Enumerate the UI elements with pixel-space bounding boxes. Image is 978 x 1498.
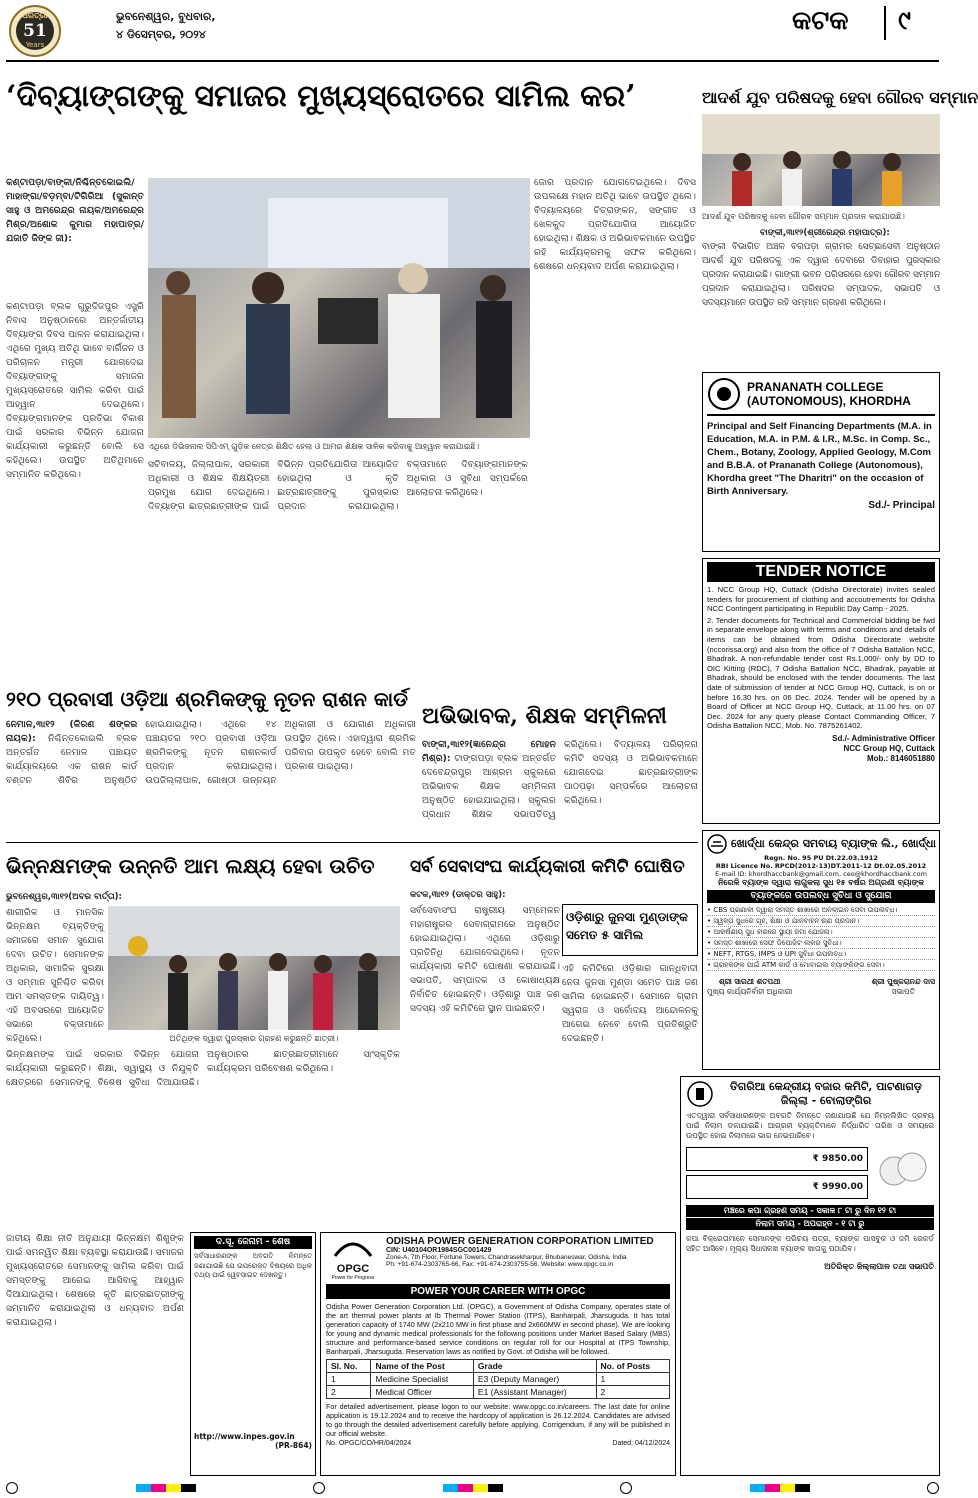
table-cell: E1 (Assistant Manager) <box>473 1386 596 1399</box>
opgc-address: Zone-A, 7th Floor, Fortune Towers, Chandrasekharpur, Bhubaneswar, Odisha, India <box>386 1254 627 1261</box>
union-body-2: ଏହି କମିଟିରେ ଓଡ଼ିଶାର ଗାନ୍ଧିବାଦୀ ନେତା ଜୁନସା ମୁଣ୍ଡା ସମେତ ପାଞ୍ଚ ଜଣ ସାମିଲ ହୋଇଛନ୍ତି। ସେମାନେ ଗ୍ରାମ ସ୍ୱରାଜ ଓ ସର୍ବୋଦୟ ଆନ୍ଦୋଳନକୁ ଆଗେଇ ନେବେ ବୋଲି ପ୍ରତିଶ୍ରୁତି ଦେଇଛନ୍ତି। <box>562 963 698 1044</box>
opgc-company: ODISHA POWER GENERATION CORPORATION LIMITED <box>386 1236 654 1247</box>
disabled-body-a: ଶାରୀରିକ ଓ ମାନସିକ ଭିନ୍ନକ୍ଷମ ବ୍ୟକ୍ତିଙ୍କୁ ସମାଜରେ ସମାନ ସୁଯୋଗ ଦେବା ଉଚିତ। ସେମାନଙ୍କ ଅଧିକାର, ସାମାଜିକ ସୁରକ୍ଷା ଓ ସମ୍ମାନ ସୁନିଶ୍ଚିତ କରିବା ଆମ ସମସ୍ତଙ୍କ ଦାୟିତ୍ୱ। ଏହି ଅବସରରେ ଆୟୋଜିତ ସଭାରେ ବକ୍ତାମାନେ କହିଥିଲେ। <box>6 907 104 1044</box>
opgc-ref: No. OPGC/CO/HR/04/2024 <box>326 1440 412 1447</box>
table-cell: E3 (Deputy Manager) <box>473 1373 596 1386</box>
prananath-sign: Sd./- Principal <box>868 500 935 511</box>
registration-mark-icon <box>6 1482 18 1494</box>
registration-mark-icon <box>313 1482 325 1494</box>
parents-headline: ଅଭିଭାବକ, ଶିକ୍ଷକ ସମ୍ମିଳନୀ <box>422 703 667 729</box>
lead-body-left: କଣ୍ଟାପଡ଼ା ବ୍ଲକ ଗୁରୁଦିଜପୁର ଏସ୍ଟ୍ରି ନିବାସ ଅନୁଷ୍ଠାନରେ ଅନ୍ତର୍ଜାତୀୟ ଦିବ୍ୟାଙ୍ଗ ଦିବସ ପାଳନ କରାଯାଇଥିଲା। ଏଥିରେ ମୁଖ୍ୟ ଅତିଥି ଭାବେ ବାର୍ଗିଜନ ଓ ପରିଚାଳନ ମନ୍ତ୍ରୀ ଯୋଗଦେଇ ଦିବ୍ୟାଙ୍ଗଙ୍କୁ ସମାଜର ମୁଖ୍ୟସ୍ରୋତରେ ସାମିଲ କରିବା ପାଇଁ ଆହ୍ୱାନ ଦେଇଥିଲେ। ଦିବ୍ୟାଙ୍ଗମାନଙ୍କ ପ୍ରତିଭା ବିକାଶ ପାଇଁ ସରକାର ବିଭିନ୍ନ ଯୋଜନା କାର୍ଯ୍ୟକାରୀ କରୁଛନ୍ତି ବୋଲି ସେ କହିଥିଲେ। ଉପସ୍ଥିତ ଅତିଥିମାନେ ସମ୍ମାନିତ କରିଥିଲେ। <box>6 301 144 480</box>
table-row <box>327 1373 670 1386</box>
bank-licence: RBI Licence No. RPCD(2012-13)DT.2011-12 Dt.02.05.2012 <box>715 862 927 870</box>
tender-item-1: 1. NCC Group HQ, Cuttack (Odisha Directorate) invites sealed tenders for procurement of clothing and accoutrements for Odisha NCC Contingent participating in Republic Day Camp - 2025. <box>707 585 935 614</box>
prananath-title: PRANANATH COLLEGE (AUTONOMOUS), KHORDHA <box>747 380 911 408</box>
table-cell: 2 <box>327 1386 371 1399</box>
logo-years: 51 <box>23 21 47 41</box>
market-body-2: କପା ବିକ୍ରେତାମାନେ ସେମାନଙ୍କ ପରିଚୟ ପତ୍ର, ବ୍ୟାଙ୍କ ପାସବୁକ ଓ ଜମି ରେକର୍ଡ ସହିତ ଆସିବେ। ମୂଲ୍ୟ ସିଧାସଳଖ ବ୍ୟାଙ୍କ ଖାତାକୁ ପଠାଯିବ। <box>686 1234 934 1253</box>
right-dateline: ବାଙ୍କୀ,୩ା୧୨(ଶ୍ରୀରେନ୍ଦ୍ର ମହାପାତ୍ର): <box>760 228 890 238</box>
migrant-body: ନେମାଳ,୩ା୧୨ (କିରଣ ଶଙ୍କର ନାୟକ): ନିଶ୍ଚିନ୍ତକୋଇଲି ବ୍ଲକ ଅନ୍ତର୍ଗତ ନେମାଳ ପଞ୍ଚାୟତ କାର୍ଯ୍ୟାଳୟରେ ଏକ ରାଶନ କାର୍ଡ ବଣ୍ଟନ ଶିବିର ଅନୁଷ୍ଠିତ ହୋଇଯାଇଥିଲା। ଏଥିରେ ୧୪ ପଞ୍ଚାୟତର ୨୧୦ ପ୍ରବାସୀ ଓଡ଼ିଆ ଶ୍ରମିକଙ୍କୁ ନୂତନ ରାଶନକାର୍ଡ ପ୍ରଦାନ କରାଯାଇଥିଲା। ଉପଜିଲ୍ଲାପାଳ, ଗୋଷ୍ଠୀ ଉନ୍ନୟନ ଅଧିକାରୀ ଓ ଯୋଗାଣ ଅଧିକାରୀ ଉପସ୍ଥିତ ଥିଲେ। ଏହାଦ୍ୱାରା ଶ୍ରମିକ ପରିବାର ଉପକୃତ ହେବେ ବୋଲି ମତ ପ୍ରକାଶ ପାଇଥିଲା। <box>6 719 416 786</box>
lead-body-mid: ସଚିବାଳୟ, ଜିଲ୍ଲାପାଳ, ସରକାରୀ ଅଧିକାରୀ ଓ ଶିକ୍ଷକ ଶିକ୍ଷୟିତ୍ରୀ ପ୍ରମୁଖ ଯୋଗ ଦେଇଥିଲେ। ଦିବ୍ୟାଙ୍ଗ ଛାତ୍ରଛାତ୍ରୀଙ୍କ ପାଇଁ ବିଭିନ୍ନ ପ୍ରତିଯୋଗିତା ଆୟୋଜିତ ହୋଇଥିଲା ଓ କୃତି ଛାତ୍ରଛାତ୍ରୀଙ୍କୁ ପୁରସ୍କାର ପ୍ରଦାନ କରାଯାଇଥିଲା। ବକ୍ତାମାନେ ଦିବ୍ୟାଙ୍ଗମାନଙ୍କ ଅଧିକାର ଓ ସୁବିଧା ସମ୍ପର୍କରେ ଆଲୋଚନା କରିଥିଲେ। <box>148 459 528 512</box>
market-subtitle: ଜିଲ୍ଲା - ବୋଲାଙ୍ଗିର <box>780 1094 872 1107</box>
table-cell: 1 <box>596 1373 669 1386</box>
page-number: ୯ <box>898 6 911 36</box>
bank-facility-item: • ଆକର୍ଷଣୀୟ ସୁଧ ହାରରେ ସ୍ଥାୟୀ ଜମା ଯୋଜନା। <box>707 927 935 938</box>
table-row <box>327 1386 670 1399</box>
registration-mark-icon <box>927 1482 939 1494</box>
section-rule <box>6 842 698 843</box>
bank-ad <box>702 830 940 1070</box>
opgc-logo: OPGC Power for Progress <box>326 1236 380 1281</box>
market-committee-ad <box>680 1076 940 1476</box>
opgc-cin: CIN: U40104OR1984SGC001429 <box>386 1247 492 1254</box>
print-registration-bar <box>6 1482 939 1494</box>
table-header-cell: Name of the Post <box>371 1360 473 1373</box>
market-footer: ଅତିରିକ୍ତ ଜିଲ୍ଲାପାଳ ତଥା ସଭାପତି <box>824 1262 934 1271</box>
union-body: ସର୍ବସେବାସଂଘ ରାଷ୍ଟ୍ରୀୟ ସମ୍ମେଳନ ମହାରାଷ୍ଟ୍ରର ସେବାଗ୍ରାମରେ ଅନୁଷ୍ଠିତ ହୋଇଯାଇଥିଲା। ଏଥିରେ ଓଡ଼ିଶାରୁ ପ୍ରତିନିଧି ଯୋଗଦେଇଥିଲେ। ନୂତନ କାର୍ଯ୍ୟକାରୀ କମିଟି ଘୋଷଣା କରାଯାଇଛି। ସଭାପତି, ସମ୍ପାଦକ ଓ କୋଷାଧ୍ୟକ୍ଷ ନିର୍ବାଚିତ ହୋଇଛନ୍ତି। ଓଡ଼ିଶାରୁ ପାଞ୍ଚ ଜଣ ସଦସ୍ୟ ଏହି କମିଟିରେ ସ୍ଥାନ ପାଇଛନ୍ତି। <box>410 905 560 1014</box>
union-boxed-headline: ଓଡ଼ିଶାରୁ ଜୁନସା ମୁଣ୍ଡାଙ୍କ ସମେତ ୫ ସାମିଲ <box>562 904 698 956</box>
disabled-body-c: ଜାତୀୟ ଶିକ୍ଷା ନୀତି ଅନୁଯାୟୀ ଭିନ୍ନକ୍ଷମ ଶିଶୁଙ୍କ ପାଇଁ ସମନ୍ୱିତ ଶିକ୍ଷା ବ୍ୟବସ୍ଥା କରାଯାଉଛି। ସମାଜର ମୁଖ୍ୟସ୍ରୋତରେ ସେମାନଙ୍କୁ ସାମିଲ କରିବା ପାଇଁ ସମସ୍ତଙ୍କୁ ଆଗେଇ ଆସିବାକୁ ଆହ୍ୱାନ ଦିଆଯାଇଥିଲା। ଶେଷରେ କୃତି ଛାତ୍ରଛାତ୍ରୀଙ୍କୁ ସମ୍ମାନିତ କରାଯାଇଥିଲା ଓ ଧନ୍ୟବାଦ ଅର୍ପଣ କରାଯାଇଥିଲା। <box>6 1233 184 1328</box>
opgc-footer: For detailed advertisement, please logon to our website: www.opgc.co.in/careers. The last date for online application is 19.12.2024 and to receive the hardcopy of application is 26.12.2024. Candidates are advised to go through the detailed advertisement carefully before applying. Corrigendum, if any will be published in our official website. <box>326 1402 670 1438</box>
tender-notice <box>702 558 940 824</box>
right-body: ବାଙ୍କୀ ବିଭାଗିତ ଅଞ୍ଚଳ ବରପଡ଼ା ଗ୍ରାମର ସେଚ୍ଛାସେବୀ ଅନୁଷ୍ଠାନ ଆଦର୍ଶ ଯୁବ ପରିଷଦକୁ ଏକ ଦ୍ୱାର ଦେବାରେ ଡିବାହାର ପୁରସ୍କାର ପ୍ରଦାନ କରାଯାଇଛି। ଗାଙ୍ଗୀ ଭବନ ପରିସରରେ ହେବା ଗୌରବ ସମ୍ମାନ ପ୍ରଦାନ କରାଯାଇଥିଲା। ପରିଷଦର ସମ୍ପାଦକ, ସଭାପତି ଓ ସଦସ୍ୟମାନେ ଉପସ୍ଥିତ ରହି ସମ୍ମାନ ଗ୍ରହଣ କରିଥିଲେ। <box>702 242 940 308</box>
lead-body-right: ଜୋର ପ୍ରଦାନ ଯୋଗଦେଇଥିଲେ। ଦିବସ ଉପଲକ୍ଷେ ମହାନ ଅତିଥି ଭାବେ ଉପସ୍ଥିତ ଥିଲେ। ବିଦ୍ୟାଳୟରେ ଚିତ୍ରାଙ୍କନ, ସଙ୍ଗୀତ ଓ ଖେଳକୁଦ ପ୍ରତିଯୋଗିତା ଆୟୋଜିତ ହୋଇଥିଲା। ଶିକ୍ଷକ ଓ ଅଭିଭାବକମାନେ ଉପସ୍ଥିତ ରହି କାର୍ଯ୍ୟକ୍ରମକୁ ସଫଳ କରିଥିଲେ। ଶେଷରେ ଧନ୍ୟବାଦ ଅର୍ପଣ କରାଯାଇଥିଲା। <box>534 177 696 272</box>
market-rate-block <box>686 1147 934 1199</box>
disabled-photo <box>108 906 400 1030</box>
lead-photo <box>148 178 530 438</box>
union-headline: ସର୍ବ ସେବାସଂଘ କାର୍ଯ୍ୟକାରୀ କମିଟି ଘୋଷିତ <box>410 857 685 877</box>
opgc-posts-table <box>326 1359 670 1399</box>
union-byline: କଟକ,୩ା୧୨ (ଡାକ୍ତର ସାହୁ): <box>410 890 506 900</box>
bank-facility-item: • CBS ପ୍ରଣାଳୀ ଦ୍ୱାରା ସମସ୍ତ ଶାଖାରେ ଅନଲାଇନ ସେବା ଉପଲବ୍ଧ। <box>707 905 935 916</box>
logo-text: ଧରିତ୍ରୀ <box>22 11 48 20</box>
disabled-body-b: ଭିନ୍ନକ୍ଷମଙ୍କ ପାଇଁ ସରକାର ବିଭିନ୍ନ ଯୋଜନା କାର୍ଯ୍ୟକାରୀ କରୁଛନ୍ତି। ଶିକ୍ଷା, ସ୍ୱାସ୍ଥ୍ୟ ଓ ନିଯୁକ୍ତି କ୍ଷେତ୍ରରେ ସେମାନଙ୍କୁ ବିଶେଷ ସୁବିଧା ଦିଆଯାଉଛି। ଅନୁଷ୍ଠାନର ଛାତ୍ରଛାତ୍ରୀମାନେ ସାଂସ୍କୃତିକ କାର୍ଯ୍ୟକ୍ରମ ପରିବେଷଣ କରିଥିଲେ। <box>6 1049 400 1088</box>
bank-facility-item: • ସମସ୍ତ ଶାଖାରେ ସେଫ ଡିପୋଜିଟ ଲକର ସୁବିଧା। <box>707 938 935 949</box>
admin-notice-title: ଦ.ସୂ. ଜେନାମ - ଶେଷ <box>194 1236 312 1249</box>
migrant-headline: ୨୧୦ ପ୍ରବାସୀ ଓଡ଼ିଆ ଶ୍ରମିକଙ୍କୁ ନୂତନ ରାଶନ କାର୍ଡ <box>6 687 408 711</box>
prananath-body: Principal and Self Financing Departments (M.A. in Education, M.A. in P.M. & I.R., M.Sc. in Comp. Sc., Chem., Botany, Zoology, Applied Geology, M.Com and B.B.A. of Prananath College (Autonomous), Khordha greet "The Dharitri" on the occasion of Birth Anniversary. <box>707 421 932 497</box>
right-photo-caption: ଆଦର୍ଶ ଯୁବ ପରିଷଦକୁ ହେବା ଗୌରବ ସମ୍ମାନ ପ୍ରଦାନ କରାଯାଉଛି। <box>702 212 905 221</box>
place-day: ଭୁବନେଶ୍ୱର, ବୁଧବାର, <box>116 10 216 23</box>
lead-byline: କଣ୍ଟାପଡ଼ା/ବାଙ୍କୀ/ନିଶ୍ଚିନ୍ତକୋଇଲି/ମାହାଙ୍ଗା/ବଡ଼ମ୍ବା/ଟିଗିରିଆ (ସୁକାନ୍ତ ସାହୁ ଓ ଅମରେନ୍ଦ୍ର ନାୟକ/ଅମରେନ୍ଦ୍ର ମିଶ୍ର/ଅଶୋକ କୁମାର ମହାପାତ୍ର/ଯଜାତି ଜିଙ୍କ ଜୀ): <box>6 177 144 244</box>
market-title: ତିଗରିଆ କେନ୍ଦ୍ରୀୟ ବଜାର କମିଟି, ପାଟଣାଗଡ଼ <box>730 1080 922 1093</box>
admin-notice-body: ସର୍ବସାଧାରଣଙ୍କ ଅବଗତି ନିମନ୍ତେ ଜଣାଯାଉଛି ଯେ ଉପରୋକ୍ତ ବିଷୟରେ ଅଧିକ ତଥ୍ୟ ପାଇଁ ୱେବସାଇଟ ଦେଖନ୍ତୁ। <box>194 1252 312 1279</box>
table-header-cell: Grade <box>473 1360 596 1373</box>
tender-item-2: 2. Tender documents for Technical and Commercial bidding be fwd in separate envelope along with terms and conditions and details of items can be obtained from Odisha Directorate website (nccorissa.org) and also from the office of 7 Odisha Battalion NCC, Bhadrak. A non-refundable tender cost Rs.1,000/- only by DD to OIC Kitting (RDC), 7 Odisha Battalion NCC, Bhadrak, payable at Bhadrak, should be enclosed with the tender documents. The last date of submission of tender at NCC Group HQ, Cuttack, is on or before 16.30 hrs. on 06 Dec. 2024. Tender will be opened by a Board of Officer at NCC Group HQ, Cuttack, at 11.00 hrs. on 07 Dec. 2024 for any query please Contact Commanding Officer, 7 Odisha Battalion NCC, Mob. No. 7875261402. <box>707 615 935 731</box>
opgc-ad <box>320 1232 676 1476</box>
award-photo-icon <box>702 114 940 206</box>
opgc-phone: Ph: +91-674-2303765-66, Fax: +91-674-2303755-56, Website: www.opgc.co.in <box>386 1261 614 1268</box>
masthead-divider <box>884 6 886 40</box>
color-bar <box>750 1484 810 1492</box>
right-photo <box>702 114 940 206</box>
market-band-2: ନିଲାମ ସମୟ - ଅପରାହ୍ନ - ୧ ଟା ରୁ <box>686 1218 934 1230</box>
prananath-ad <box>702 372 940 552</box>
table-cell: Medical Officer <box>371 1386 473 1399</box>
cotton-icon <box>874 1147 934 1195</box>
bank-facility-item: • ସ୍ୱଳ୍ପ ସୁଧରେ ଗୃହ, ଶିକ୍ଷା ଓ ଯାନବାହନ ଋଣ ପ୍ରଦାନ। <box>707 916 935 927</box>
disabled-photo-caption: ଅତିଥିଙ୍କ ଦ୍ୱାରା ପୁରସ୍କାର ଗ୍ରହଣ କରୁଛନ୍ତି ଛାତ୍ରୀ। <box>169 1034 339 1043</box>
lead-photo-caption: ଏଥିରେ ଡିଭିଜନାଲ ସିପିଏମ୍ ଗୁଡ଼ିକ ନେତ୍ର ଶିକ୍ଷିତ ହେଲା ଓ ଆମର ଶିକ୍ଷକ ସାଳିକ କରିବାକୁ ଆହ୍ୱାନ କରାଯାଇଛି। <box>148 442 480 451</box>
parents-body: ବାଙ୍କୀ,୩ା୧୨(ଜ୍ଞାନେନ୍ଦ୍ର ମୋହନ ମିଶ୍ର): ଟାଙ୍ଗପଡ଼ା ବ୍ଲକ ଅନ୍ତର୍ଗତ ଦେବେନ୍ଦ୍ରପୁର ଆଶ୍ରମ ସ୍କୁଲରେ ଅଭିଭାବକ ଶିକ୍ଷକ ସମ୍ମିଳନୀ ଅନୁଷ୍ଠିତ ହୋଇଯାଇଥିଲା। ସ୍କୁଲର ପ୍ରଧାନ ଶିକ୍ଷକ ସଭାପତିତ୍ୱ କରିଥିଲେ। ବିଦ୍ୟାଳୟ ପରିଚାଳନା କମିଟି ସଦସ୍ୟ ଓ ଅଭିଭାବକମାନେ ଯୋଗଦେଇ ଛାତ୍ରଛାତ୍ରୀଙ୍କ ପାଠପଢ଼ା ସମ୍ପର୍କରେ ଆଲୋଚନା କରିଥିଲେ। <box>422 739 698 820</box>
bank-band: ବ୍ୟାଙ୍କରେ ଉପଲବ୍ଧ ସୁବିଧା ଓ ସୁଯୋଗ <box>707 890 935 903</box>
bank-reg: Regn. No. 95 PU Dt.22.03.1912 <box>764 854 878 862</box>
rate-2: ₹ 9990.00 <box>686 1175 868 1199</box>
disabled-byline: ଭୁବନେଶ୍ୱର,୩ା୧୨(ଅବର ବାର୍ତ୍ତା): <box>6 892 122 902</box>
color-bar <box>443 1484 503 1492</box>
tender-signature: Sd./- Administrative Officer NCC Group HQ, Cuttack Mob.: 8146051880 <box>832 733 935 763</box>
table-header-cell: Sl. No. <box>327 1360 371 1373</box>
rate-1: ₹ 9850.00 <box>686 1147 868 1171</box>
table-header-cell: No. of Posts <box>596 1360 669 1373</box>
logo-suffix: Years <box>25 41 45 49</box>
table-cell: 1 <box>327 1373 371 1386</box>
table-cell: Medicine Specialist <box>371 1373 473 1386</box>
lead-headline: ‘ଦିବ୍ୟାଙ୍ଗଙ୍କୁ ସମାଜର ମୁଖ୍ୟସ୍ରୋତରେ ସାମିଲ କର’ <box>6 79 636 114</box>
date: ୪ ଡିସେମ୍ବର, ୨୦୨୪ <box>116 28 206 41</box>
admin-notice-link[interactable]: http://www.inpes.gov.in <box>194 1432 295 1441</box>
opgc-intro: Odisha Power Generation Corporation Ltd. (OPGC), a Government of Odisha Company, operates state of the art thermal power plants at Ib Thermal Power Station (ITPS), Banharpali, Jharsuguda. It has total generation capacity of 1740 MW (2x210 MW in first phase and 2x660MW in second phase). We are looking for young and dynamic medical professionals for the following positions under Market Based Salary (MBS) structure and performance-based service conditions on regular roll for our Hospital at ITPS Township, Banharpali, Jharsuguda. Reservation laws as notified by Govt. of Odisha will be followed. <box>326 1302 670 1356</box>
bank-signatories: ଶ୍ରୀ ସାରଥୀ ଶତପଥୀ ମୁଖ୍ୟ କାର୍ଯ୍ୟନିର୍ବାହୀ ଅଧିକାରୀ ଶ୍ରୀ ପୁଷ୍କରାନନ୍ଦ ଦାସ ସଭାପତି <box>707 977 935 996</box>
admin-notice-code: (PR-864) <box>275 1441 312 1450</box>
bank-facility-item: • NEFT, RTGS, IMPS ଓ UPI ସୁବିଧା ଉପଲବ୍ଧ। <box>707 949 935 960</box>
opgc-band: POWER YOUR CAREER WITH OPGC <box>326 1284 670 1299</box>
market-band-1: ମଞ୍ଚରେ କପା ଗ୍ରହଣ ସମୟ - ସକାଳ ୮ ଟା ରୁ ଦିନ ୧୨ ଟା <box>686 1205 934 1217</box>
opgc-dated: Dated: 04/12/2024 <box>612 1440 670 1447</box>
registration-mark-icon <box>620 1482 632 1494</box>
bank-facility-list <box>707 905 935 971</box>
stage-photo-icon <box>108 906 400 1030</box>
masthead-rule <box>6 60 939 62</box>
edition-name: କଟକ <box>792 6 849 36</box>
ceremony-photo-icon <box>148 178 530 438</box>
disabled-headline: ଭିନ୍ନକ୍ଷମଙ୍କ ଉନ୍ନତି ଆମ ଲକ୍ଷ୍ୟ ହେବା ଉଚିତ <box>6 854 375 878</box>
bank-facility-item: • ଗ୍ରାହକଙ୍କ ପାଇଁ ATM କାର୍ଡ ଓ ମୋବାଇଲ ବ୍ୟାଙ୍କିଙ୍ଗ ସେବା। <box>707 960 935 971</box>
opgc-logo-icon <box>333 1236 373 1258</box>
tender-title: TENDER NOTICE <box>707 562 935 582</box>
market-body: ଏତଦ୍ୱାରା ସର୍ବସାଧାରଣଙ୍କ ଅବଗତି ନିମନ୍ତେ ଜଣାଯାଉଛି ଯେ ନିମ୍ନଲିଖିତ ଦ୍ରବ୍ୟ ପାଇଁ ନିଲାମ ଡକାଯାଇଛି। ଆଗ୍ରହୀ ବ୍ୟକ୍ତିମାନେ ନିର୍ଦ୍ଧାରିତ ତାରିଖ ଓ ସମୟରେ ଉପସ୍ଥିତ ହୋଇ ନିଲାମରେ ଭାଗ ନେଇପାରିବେ। <box>686 1111 934 1140</box>
bank-logo-icon <box>707 834 727 854</box>
right-headline: ଆଦର୍ଶ ଯୁବ ପରିଷଦକୁ ହେବା ଗୌରବ ସମ୍ମାନ <box>702 88 978 107</box>
bank-email: E-mail ID: khordhaccbank@gmail.com, ceo@khordhaccbank.com <box>715 870 927 878</box>
bank-tagline: ନିରେଳି ବ୍ୟାଙ୍କ ଦ୍ୱାରା ଲାଗୁକଲା ସୁଧ ୧୫ ବର୍ଷର ଅଗ୍ରଣୀ ବ୍ୟାଙ୍କ <box>718 878 924 887</box>
bank-title: ଖୋର୍ଦ୍ଧା କେନ୍ଦ୍ର ସମବାୟ ବ୍ୟାଙ୍କ ଲି., ଖୋର୍ଦ୍ଧା <box>731 837 936 850</box>
admin-notice <box>190 1232 316 1476</box>
table-cell: 2 <box>596 1386 669 1399</box>
newspaper-logo <box>6 4 64 58</box>
color-bar <box>136 1484 196 1492</box>
college-emblem-icon <box>707 377 741 411</box>
